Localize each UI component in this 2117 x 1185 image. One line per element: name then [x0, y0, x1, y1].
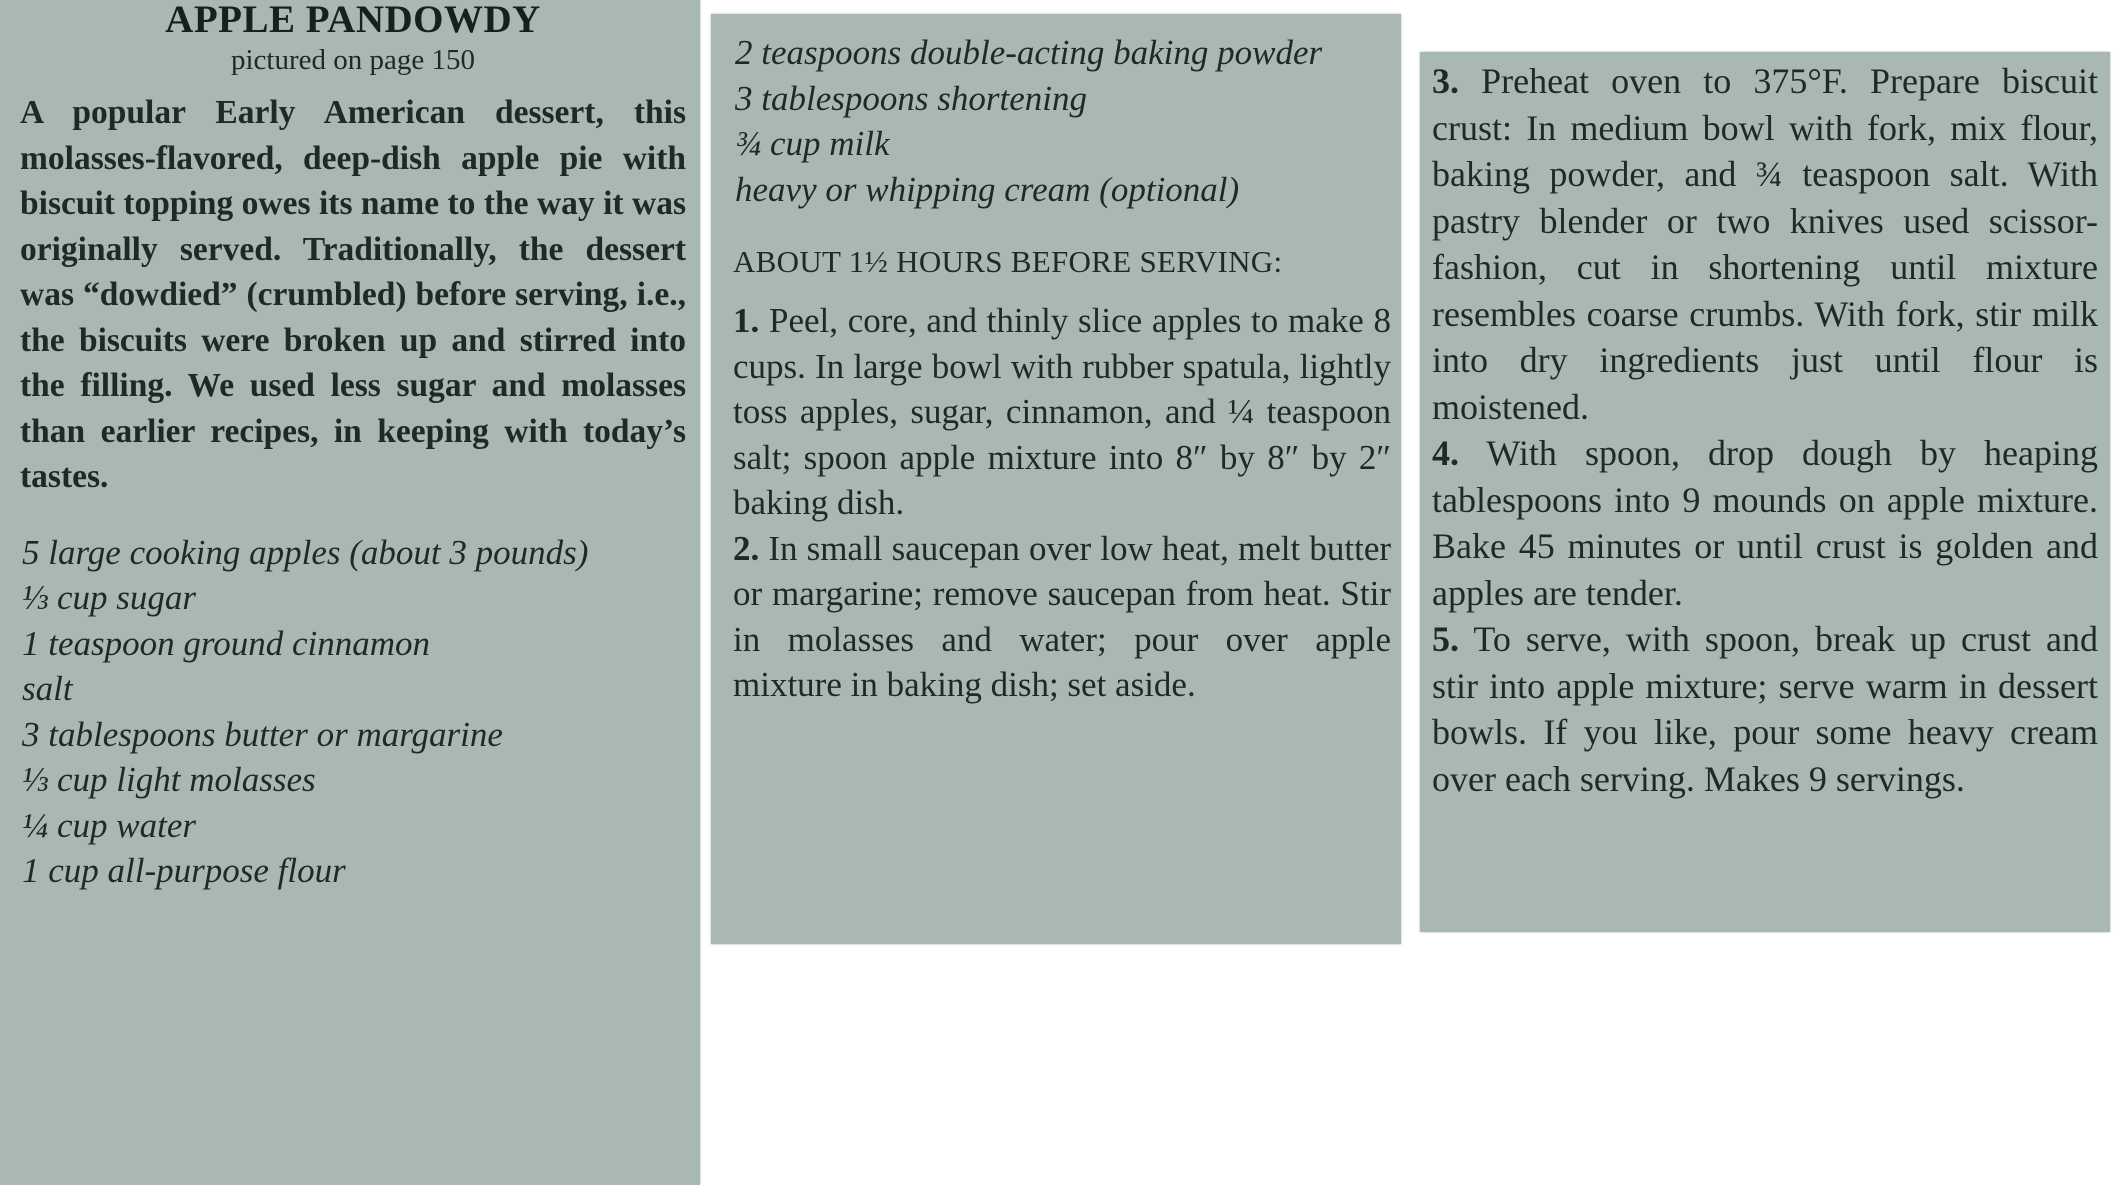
ingredient-item: 3 tablespoons butter or margarine	[22, 714, 503, 754]
ingredient-item: 1 cup all-purpose flour	[22, 851, 346, 890]
ingredient-item: ⅓ cup light molasses	[22, 760, 316, 799]
step-item	[1432, 58, 2098, 430]
ingredient-item: ¼ cup water	[22, 805, 197, 845]
ingredient-item: 3 tablespoons shortening	[735, 78, 1087, 118]
step-text: Preheat oven to 375°F. Prepare biscuit crust: In medium bowl with fork, mix flour, baking powder, and ¾ teaspoon salt. With pastry blender or two knives used scissor-fashion, cut in shortening until mixture resembles coarse crumbs. With fork, stir milk into dry ingredients just until flour is moistened.	[1432, 61, 2099, 427]
clipping-steps	[1420, 52, 2110, 932]
step-item	[733, 526, 1391, 708]
ingredient-item: ⅓ cup sugar	[22, 578, 197, 617]
step-number: 4.	[1432, 433, 1459, 473]
ingredient-item: salt	[22, 669, 73, 708]
recipe-intro: A popular Early American dessert, this molasses-flavored, deep-dish apple pie with biscuit topping owes its name to the way it was originally served. Traditionally, the dessert was “dowdied” (crumbled) before serving, i.e., the biscuits were broken up and stirred into the filling. We used less sugar and molasses than earlier recipes, in keeping with today’s tastes.	[20, 94, 686, 495]
step-number: 5.	[1432, 619, 1459, 659]
step-text: With spoon, drop dough by heaping tablespoons into 9 mounds on apple mixture. Bake 45 minutes or until crust is golden and apples are tender.	[1432, 433, 2098, 613]
steps-list-1	[733, 298, 1391, 708]
clipping-intro-ingredients	[0, 0, 700, 1185]
steps-list-2	[1432, 58, 2098, 802]
ingredient-item: ¾ cup milk	[735, 124, 890, 163]
ingredient-list-2	[733, 30, 1391, 212]
timing-note: ABOUT 1½ HOURS BEFORE SERVING:	[733, 244, 1283, 279]
step-number: 2.	[733, 528, 760, 568]
step-item	[1432, 430, 2098, 616]
step-item	[1432, 616, 2098, 802]
ingredient-item: 5 large cooking apples (about 3 pounds)	[22, 532, 589, 572]
ingredient-list-1	[20, 530, 686, 894]
clipping-ingredients-steps	[711, 14, 1401, 944]
step-number: 1.	[733, 301, 760, 340]
step-text: To serve, with spoon, break up crust and stir into apple mixture; serve warm in dessert bowls. If you like, pour some heavy cream over each serving. Makes 9 servings.	[1432, 619, 2098, 799]
recipe-title: APPLE PANDOWDY	[165, 0, 541, 41]
ingredient-item: 2 teaspoons double-acting baking powder	[735, 33, 1323, 72]
step-number: 3.	[1432, 61, 1459, 101]
step-text: In small saucepan over low heat, melt butter or margarine; remove saucepan from heat. Stir in molasses and water; pour over apple mixture in baking dish; set aside.	[733, 528, 1392, 704]
ingredient-item: heavy or whipping cream (optional)	[735, 169, 1240, 209]
step-text: Peel, core, and thinly slice apples to make 8 cups. In large bowl with rubber spatula, lightly toss apples, sugar, cinnamon, and ¼ teaspoon salt; spoon apple mixture into 8″ by 8″ by 2″ baking dish.	[733, 301, 1392, 522]
recipe-subtitle: pictured on page 150	[230, 44, 475, 76]
step-item	[733, 298, 1391, 526]
ingredient-item: 1 teaspoon ground cinnamon	[22, 623, 430, 663]
